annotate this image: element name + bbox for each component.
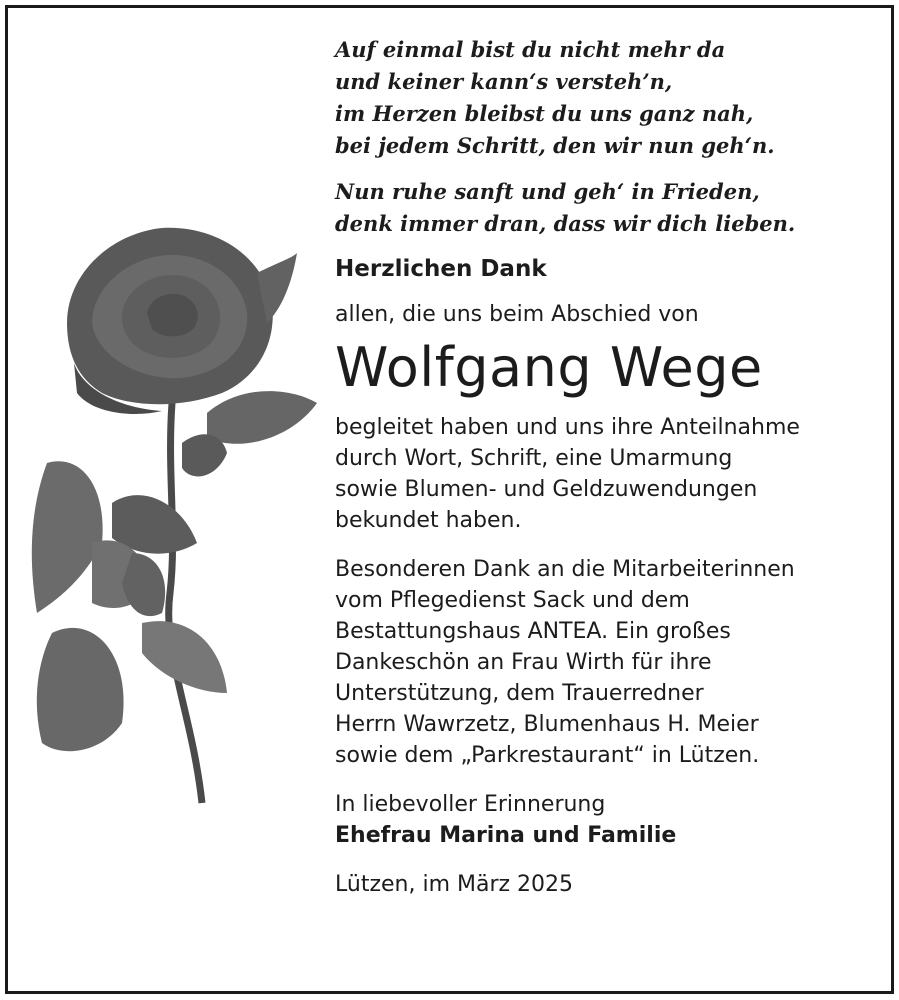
poem-line: denk immer dran, dass wir dich lieben. bbox=[335, 211, 796, 236]
closing-line: In liebevoller Erinnerung bbox=[335, 792, 606, 817]
intro-text: allen, die uns beim Abschied von bbox=[335, 302, 699, 327]
paragraph-line: Besonderen Dank an die Mitarbeiterinnen bbox=[335, 557, 795, 582]
obituary-text bbox=[335, 34, 885, 918]
paragraph-line: vom Pflegedienst Sack und dem bbox=[335, 588, 690, 613]
paragraph-line: bekundet haben. bbox=[335, 508, 522, 533]
paragraph-line: Herrn Wawrzetz, Blumenhaus H. Meier bbox=[335, 712, 759, 737]
place-date: Lützen, im März 2025 bbox=[335, 872, 574, 897]
poem-stanza-1 bbox=[335, 34, 885, 162]
rose-illustration bbox=[22, 213, 322, 813]
paragraph-line: sowie Blumen- und Geldzuwendungen bbox=[335, 477, 758, 502]
paragraph-line: sowie dem „Parkrestaurant“ in Lützen. bbox=[335, 743, 760, 768]
paragraph-line: Bestattungshaus ANTEA. Ein großes bbox=[335, 619, 731, 644]
poem-line: Auf einmal bist du nicht mehr da bbox=[335, 37, 726, 62]
closing-block bbox=[335, 789, 885, 851]
thanks-heading: Herzlichen Dank bbox=[335, 256, 547, 282]
paragraph-line: durch Wort, Schrift, eine Umarmung bbox=[335, 446, 733, 471]
signature: Ehefrau Marina und Familie bbox=[335, 823, 677, 848]
poem-line: im Herzen bleibst du uns ganz nah, bbox=[335, 101, 754, 126]
poem-stanza-2 bbox=[335, 176, 885, 240]
thanks-paragraph-1 bbox=[335, 412, 885, 536]
paragraph-line: Dankeschön an Frau Wirth für ihre bbox=[335, 650, 712, 675]
poem-line: und keiner kann‘s versteh’n, bbox=[335, 69, 673, 94]
paragraph-line: Unterstützung, dem Trauerredner bbox=[335, 681, 704, 706]
obituary-frame bbox=[5, 5, 894, 994]
poem-line: bei jedem Schritt, den wir nun geh‘n. bbox=[335, 133, 775, 158]
paragraph-line: begleitet haben und uns ihre Anteilnahme bbox=[335, 415, 800, 440]
poem-line: Nun ruhe sanft und geh‘ in Frieden, bbox=[335, 179, 760, 204]
deceased-name: Wolfgang Wege bbox=[335, 336, 763, 399]
thanks-paragraph-2 bbox=[335, 554, 885, 771]
